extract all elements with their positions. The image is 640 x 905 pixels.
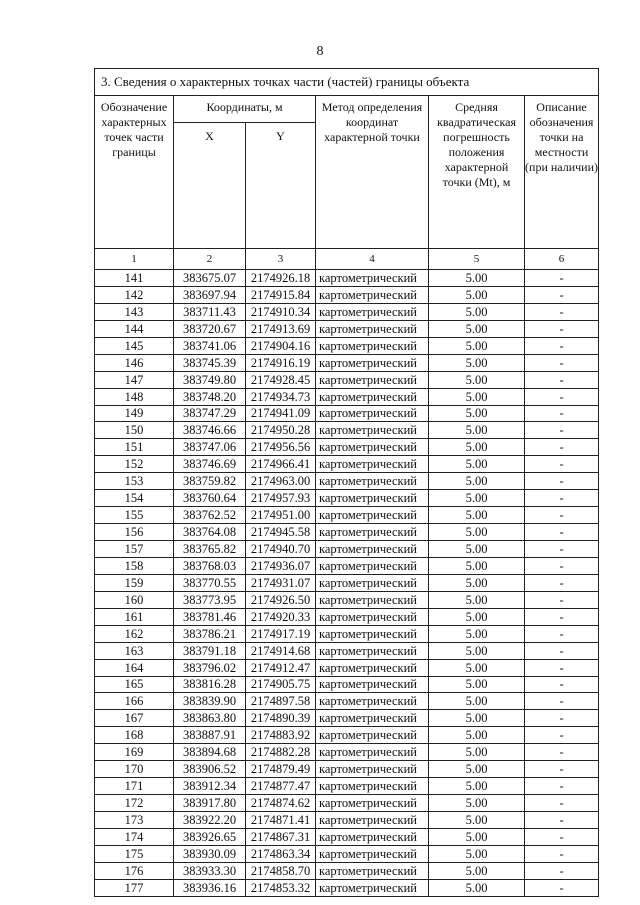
table-row <box>95 490 599 507</box>
point-id-cell: 175 <box>95 845 174 862</box>
method-cell: картометрический <box>316 371 429 388</box>
boundary-points-table <box>94 68 599 897</box>
method-cell: картометрический <box>316 388 429 405</box>
accuracy-cell: 5.00 <box>429 727 525 744</box>
table-row <box>95 320 599 337</box>
accuracy-cell: 5.00 <box>429 371 525 388</box>
y-coordinate-cell: 2174863.34 <box>246 845 316 862</box>
accuracy-cell: 5.00 <box>429 320 525 337</box>
table-row <box>95 591 599 608</box>
table-row <box>95 862 599 879</box>
accuracy-cell: 5.00 <box>429 388 525 405</box>
table-row <box>95 388 599 405</box>
page-number: 8 <box>316 44 324 59</box>
header-accuracy: Средняя квадратическая погрешность положения характерной точки (Mt), м <box>429 96 525 249</box>
x-coordinate-cell: 383796.02 <box>174 659 246 676</box>
point-id-cell: 160 <box>95 591 174 608</box>
description-cell: - <box>525 761 599 778</box>
point-id-cell: 143 <box>95 303 174 320</box>
description-cell: - <box>525 812 599 829</box>
description-cell: - <box>525 574 599 591</box>
method-cell: картометрический <box>316 862 429 879</box>
description-cell: - <box>525 676 599 693</box>
method-cell: картометрический <box>316 320 429 337</box>
point-id-cell: 161 <box>95 608 174 625</box>
y-coordinate-cell: 2174945.58 <box>246 524 316 541</box>
y-coordinate-cell: 2174897.58 <box>246 693 316 710</box>
accuracy-cell: 5.00 <box>429 337 525 354</box>
y-coordinate-cell: 2174904.16 <box>246 337 316 354</box>
point-id-cell: 157 <box>95 541 174 558</box>
y-coordinate-cell: 2174928.45 <box>246 371 316 388</box>
description-cell: - <box>525 541 599 558</box>
point-id-cell: 177 <box>95 879 174 896</box>
x-coordinate-cell: 383912.34 <box>174 778 246 795</box>
method-cell: картометрический <box>316 574 429 591</box>
method-cell: картометрический <box>316 608 429 625</box>
y-coordinate-cell: 2174910.34 <box>246 303 316 320</box>
accuracy-cell: 5.00 <box>429 557 525 574</box>
description-cell: - <box>525 337 599 354</box>
x-coordinate-cell: 383759.82 <box>174 473 246 490</box>
table-row <box>95 676 599 693</box>
column-number: 3 <box>246 249 316 270</box>
description-cell: - <box>525 862 599 879</box>
accuracy-cell: 5.00 <box>429 642 525 659</box>
header-method: Метод определения координат характерной точки <box>316 96 429 249</box>
y-coordinate-cell: 2174934.73 <box>246 388 316 405</box>
accuracy-cell: 5.00 <box>429 591 525 608</box>
column-number: 4 <box>316 249 429 270</box>
y-coordinate-cell: 2174917.19 <box>246 625 316 642</box>
table-row <box>95 354 599 371</box>
accuracy-cell: 5.00 <box>429 405 525 422</box>
accuracy-cell: 5.00 <box>429 439 525 456</box>
method-cell: картометрический <box>316 778 429 795</box>
description-cell: - <box>525 879 599 896</box>
table-row <box>95 507 599 524</box>
y-coordinate-cell: 2174858.70 <box>246 862 316 879</box>
point-id-cell: 142 <box>95 286 174 303</box>
accuracy-cell: 5.00 <box>429 524 525 541</box>
point-id-cell: 174 <box>95 828 174 845</box>
method-cell: картометрический <box>316 761 429 778</box>
x-coordinate-cell: 383839.90 <box>174 693 246 710</box>
description-cell: - <box>525 744 599 761</box>
description-cell: - <box>525 778 599 795</box>
method-cell: картометрический <box>316 439 429 456</box>
accuracy-cell: 5.00 <box>429 676 525 693</box>
y-coordinate-cell: 2174914.68 <box>246 642 316 659</box>
method-cell: картометрический <box>316 591 429 608</box>
table-row <box>95 541 599 558</box>
accuracy-cell: 5.00 <box>429 303 525 320</box>
x-coordinate-cell: 383930.09 <box>174 845 246 862</box>
table-row <box>95 659 599 676</box>
description-cell: - <box>525 557 599 574</box>
point-id-cell: 156 <box>95 524 174 541</box>
method-cell: картометрический <box>316 693 429 710</box>
table-row <box>95 845 599 862</box>
accuracy-cell: 5.00 <box>429 286 525 303</box>
x-coordinate-cell: 383887.91 <box>174 727 246 744</box>
description-cell: - <box>525 286 599 303</box>
accuracy-cell: 5.00 <box>429 761 525 778</box>
table-row <box>95 456 599 473</box>
accuracy-cell: 5.00 <box>429 659 525 676</box>
point-id-cell: 172 <box>95 795 174 812</box>
table-row <box>95 439 599 456</box>
description-cell: - <box>525 405 599 422</box>
accuracy-cell: 5.00 <box>429 541 525 558</box>
header-x: X <box>174 123 246 249</box>
point-id-cell: 169 <box>95 744 174 761</box>
table-row <box>95 812 599 829</box>
description-cell: - <box>525 828 599 845</box>
table-row <box>95 473 599 490</box>
point-id-cell: 167 <box>95 710 174 727</box>
x-coordinate-cell: 383770.55 <box>174 574 246 591</box>
description-cell: - <box>525 608 599 625</box>
table-body <box>95 270 599 897</box>
point-id-cell: 147 <box>95 371 174 388</box>
y-coordinate-cell: 2174913.69 <box>246 320 316 337</box>
table-row <box>95 727 599 744</box>
point-id-cell: 151 <box>95 439 174 456</box>
y-coordinate-cell: 2174871.41 <box>246 812 316 829</box>
description-cell: - <box>525 524 599 541</box>
x-coordinate-cell: 383760.64 <box>174 490 246 507</box>
point-id-cell: 155 <box>95 507 174 524</box>
table-row <box>95 422 599 439</box>
y-coordinate-cell: 2174882.28 <box>246 744 316 761</box>
method-cell: картометрический <box>316 270 429 287</box>
description-cell: - <box>525 388 599 405</box>
x-coordinate-cell: 383863.80 <box>174 710 246 727</box>
y-coordinate-cell: 2174879.49 <box>246 761 316 778</box>
y-coordinate-cell: 2174926.50 <box>246 591 316 608</box>
x-coordinate-cell: 383749.80 <box>174 371 246 388</box>
y-coordinate-cell: 2174957.93 <box>246 490 316 507</box>
y-coordinate-cell: 2174963.00 <box>246 473 316 490</box>
x-coordinate-cell: 383748.20 <box>174 388 246 405</box>
accuracy-cell: 5.00 <box>429 744 525 761</box>
method-cell: картометрический <box>316 727 429 744</box>
table-row <box>95 642 599 659</box>
point-id-cell: 165 <box>95 676 174 693</box>
x-coordinate-cell: 383746.66 <box>174 422 246 439</box>
accuracy-cell: 5.00 <box>429 422 525 439</box>
description-cell: - <box>525 795 599 812</box>
accuracy-cell: 5.00 <box>429 845 525 862</box>
point-id-cell: 158 <box>95 557 174 574</box>
x-coordinate-cell: 383675.07 <box>174 270 246 287</box>
y-coordinate-cell: 2174916.19 <box>246 354 316 371</box>
point-id-cell: 153 <box>95 473 174 490</box>
column-number: 5 <box>429 249 525 270</box>
header-y: Y <box>246 123 316 249</box>
table-row <box>95 710 599 727</box>
accuracy-cell: 5.00 <box>429 354 525 371</box>
x-coordinate-cell: 383936.16 <box>174 879 246 896</box>
point-id-cell: 162 <box>95 625 174 642</box>
method-cell: картометрический <box>316 354 429 371</box>
description-cell: - <box>525 371 599 388</box>
method-cell: картометрический <box>316 405 429 422</box>
table-row <box>95 693 599 710</box>
column-number: 6 <box>525 249 599 270</box>
method-cell: картометрический <box>316 676 429 693</box>
description-cell: - <box>525 693 599 710</box>
table-row <box>95 625 599 642</box>
accuracy-cell: 5.00 <box>429 812 525 829</box>
description-cell: - <box>525 659 599 676</box>
table-row <box>95 879 599 896</box>
method-cell: картометрический <box>316 659 429 676</box>
x-coordinate-cell: 383697.94 <box>174 286 246 303</box>
method-cell: картометрический <box>316 286 429 303</box>
point-id-cell: 163 <box>95 642 174 659</box>
accuracy-cell: 5.00 <box>429 625 525 642</box>
x-coordinate-cell: 383741.06 <box>174 337 246 354</box>
column-number: 2 <box>174 249 246 270</box>
y-coordinate-cell: 2174912.47 <box>246 659 316 676</box>
description-cell: - <box>525 845 599 862</box>
method-cell: картометрический <box>316 524 429 541</box>
description-cell: - <box>525 591 599 608</box>
y-coordinate-cell: 2174877.47 <box>246 778 316 795</box>
method-cell: картометрический <box>316 879 429 896</box>
accuracy-cell: 5.00 <box>429 507 525 524</box>
accuracy-cell: 5.00 <box>429 828 525 845</box>
method-cell: картометрический <box>316 625 429 642</box>
method-cell: картометрический <box>316 795 429 812</box>
x-coordinate-cell: 383746.69 <box>174 456 246 473</box>
method-cell: картометрический <box>316 422 429 439</box>
method-cell: картометрический <box>316 828 429 845</box>
description-cell: - <box>525 727 599 744</box>
accuracy-cell: 5.00 <box>429 710 525 727</box>
y-coordinate-cell: 2174905.75 <box>246 676 316 693</box>
point-id-cell: 168 <box>95 727 174 744</box>
description-cell: - <box>525 320 599 337</box>
method-cell: картометрический <box>316 812 429 829</box>
accuracy-cell: 5.00 <box>429 693 525 710</box>
x-coordinate-cell: 383922.20 <box>174 812 246 829</box>
table-row <box>95 744 599 761</box>
description-cell: - <box>525 642 599 659</box>
point-id-cell: 171 <box>95 778 174 795</box>
accuracy-cell: 5.00 <box>429 778 525 795</box>
description-cell: - <box>525 439 599 456</box>
x-coordinate-cell: 383791.18 <box>174 642 246 659</box>
x-coordinate-cell: 383773.95 <box>174 591 246 608</box>
method-cell: картометрический <box>316 710 429 727</box>
point-id-cell: 149 <box>95 405 174 422</box>
y-coordinate-cell: 2174950.28 <box>246 422 316 439</box>
y-coordinate-cell: 2174940.70 <box>246 541 316 558</box>
table-row <box>95 371 599 388</box>
method-cell: картометрический <box>316 490 429 507</box>
method-cell: картометрический <box>316 507 429 524</box>
description-cell: - <box>525 354 599 371</box>
method-cell: картометрический <box>316 456 429 473</box>
accuracy-cell: 5.00 <box>429 879 525 896</box>
x-coordinate-cell: 383765.82 <box>174 541 246 558</box>
method-cell: картометрический <box>316 845 429 862</box>
point-id-cell: 170 <box>95 761 174 778</box>
x-coordinate-cell: 383906.52 <box>174 761 246 778</box>
y-coordinate-cell: 2174941.09 <box>246 405 316 422</box>
x-coordinate-cell: 383747.06 <box>174 439 246 456</box>
x-coordinate-cell: 383894.68 <box>174 744 246 761</box>
method-cell: картометрический <box>316 642 429 659</box>
x-coordinate-cell: 383786.21 <box>174 625 246 642</box>
y-coordinate-cell: 2174920.33 <box>246 608 316 625</box>
y-coordinate-cell: 2174951.00 <box>246 507 316 524</box>
accuracy-cell: 5.00 <box>429 456 525 473</box>
y-coordinate-cell: 2174883.92 <box>246 727 316 744</box>
x-coordinate-cell: 383933.30 <box>174 862 246 879</box>
point-id-cell: 164 <box>95 659 174 676</box>
description-cell: - <box>525 710 599 727</box>
section-title: 3. Сведения о характерных точках части (частей) границы объекта <box>95 69 599 96</box>
y-coordinate-cell: 2174867.31 <box>246 828 316 845</box>
y-coordinate-cell: 2174890.39 <box>246 710 316 727</box>
point-id-cell: 154 <box>95 490 174 507</box>
description-cell: - <box>525 507 599 524</box>
accuracy-cell: 5.00 <box>429 574 525 591</box>
point-id-cell: 146 <box>95 354 174 371</box>
point-id-cell: 144 <box>95 320 174 337</box>
x-coordinate-cell: 383720.67 <box>174 320 246 337</box>
x-coordinate-cell: 383781.46 <box>174 608 246 625</box>
point-id-cell: 148 <box>95 388 174 405</box>
description-cell: - <box>525 490 599 507</box>
table-row <box>95 778 599 795</box>
point-id-cell: 141 <box>95 270 174 287</box>
x-coordinate-cell: 383745.39 <box>174 354 246 371</box>
description-cell: - <box>525 422 599 439</box>
table-row <box>95 828 599 845</box>
y-coordinate-cell: 2174931.07 <box>246 574 316 591</box>
table-row <box>95 608 599 625</box>
header-description: Описание обозначения точки на местности (при наличии) <box>525 96 599 249</box>
column-number: 1 <box>95 249 174 270</box>
table-row <box>95 337 599 354</box>
point-id-cell: 150 <box>95 422 174 439</box>
y-coordinate-cell: 2174956.56 <box>246 439 316 456</box>
point-id-cell: 145 <box>95 337 174 354</box>
accuracy-cell: 5.00 <box>429 608 525 625</box>
y-coordinate-cell: 2174966.41 <box>246 456 316 473</box>
accuracy-cell: 5.00 <box>429 270 525 287</box>
y-coordinate-cell: 2174853.32 <box>246 879 316 896</box>
header-coordinates: Координаты, м <box>174 96 316 123</box>
x-coordinate-cell: 383917.80 <box>174 795 246 812</box>
method-cell: картометрический <box>316 744 429 761</box>
method-cell: картометрический <box>316 303 429 320</box>
accuracy-cell: 5.00 <box>429 795 525 812</box>
table-row <box>95 286 599 303</box>
x-coordinate-cell: 383762.52 <box>174 507 246 524</box>
y-coordinate-cell: 2174926.18 <box>246 270 316 287</box>
method-cell: картометрический <box>316 473 429 490</box>
x-coordinate-cell: 383816.28 <box>174 676 246 693</box>
point-id-cell: 166 <box>95 693 174 710</box>
accuracy-cell: 5.00 <box>429 490 525 507</box>
description-cell: - <box>525 270 599 287</box>
point-id-cell: 159 <box>95 574 174 591</box>
y-coordinate-cell: 2174874.62 <box>246 795 316 812</box>
point-id-cell: 173 <box>95 812 174 829</box>
description-cell: - <box>525 625 599 642</box>
point-id-cell: 176 <box>95 862 174 879</box>
table-row <box>95 557 599 574</box>
method-cell: картометрический <box>316 541 429 558</box>
table-row <box>95 761 599 778</box>
table-row <box>95 405 599 422</box>
x-coordinate-cell: 383764.08 <box>174 524 246 541</box>
description-cell: - <box>525 456 599 473</box>
point-id-cell: 152 <box>95 456 174 473</box>
description-cell: - <box>525 473 599 490</box>
x-coordinate-cell: 383926.65 <box>174 828 246 845</box>
method-cell: картометрический <box>316 337 429 354</box>
header-point-designation: Обозначение характерных точек части границы <box>95 96 174 249</box>
accuracy-cell: 5.00 <box>429 862 525 879</box>
y-coordinate-cell: 2174936.07 <box>246 557 316 574</box>
y-coordinate-cell: 2174915.84 <box>246 286 316 303</box>
x-coordinate-cell: 383768.03 <box>174 557 246 574</box>
method-cell: картометрический <box>316 557 429 574</box>
table-row <box>95 303 599 320</box>
x-coordinate-cell: 383747.29 <box>174 405 246 422</box>
table-row <box>95 574 599 591</box>
table-row <box>95 795 599 812</box>
table-row <box>95 524 599 541</box>
description-cell: - <box>525 303 599 320</box>
table-row <box>95 270 599 287</box>
accuracy-cell: 5.00 <box>429 473 525 490</box>
x-coordinate-cell: 383711.43 <box>174 303 246 320</box>
